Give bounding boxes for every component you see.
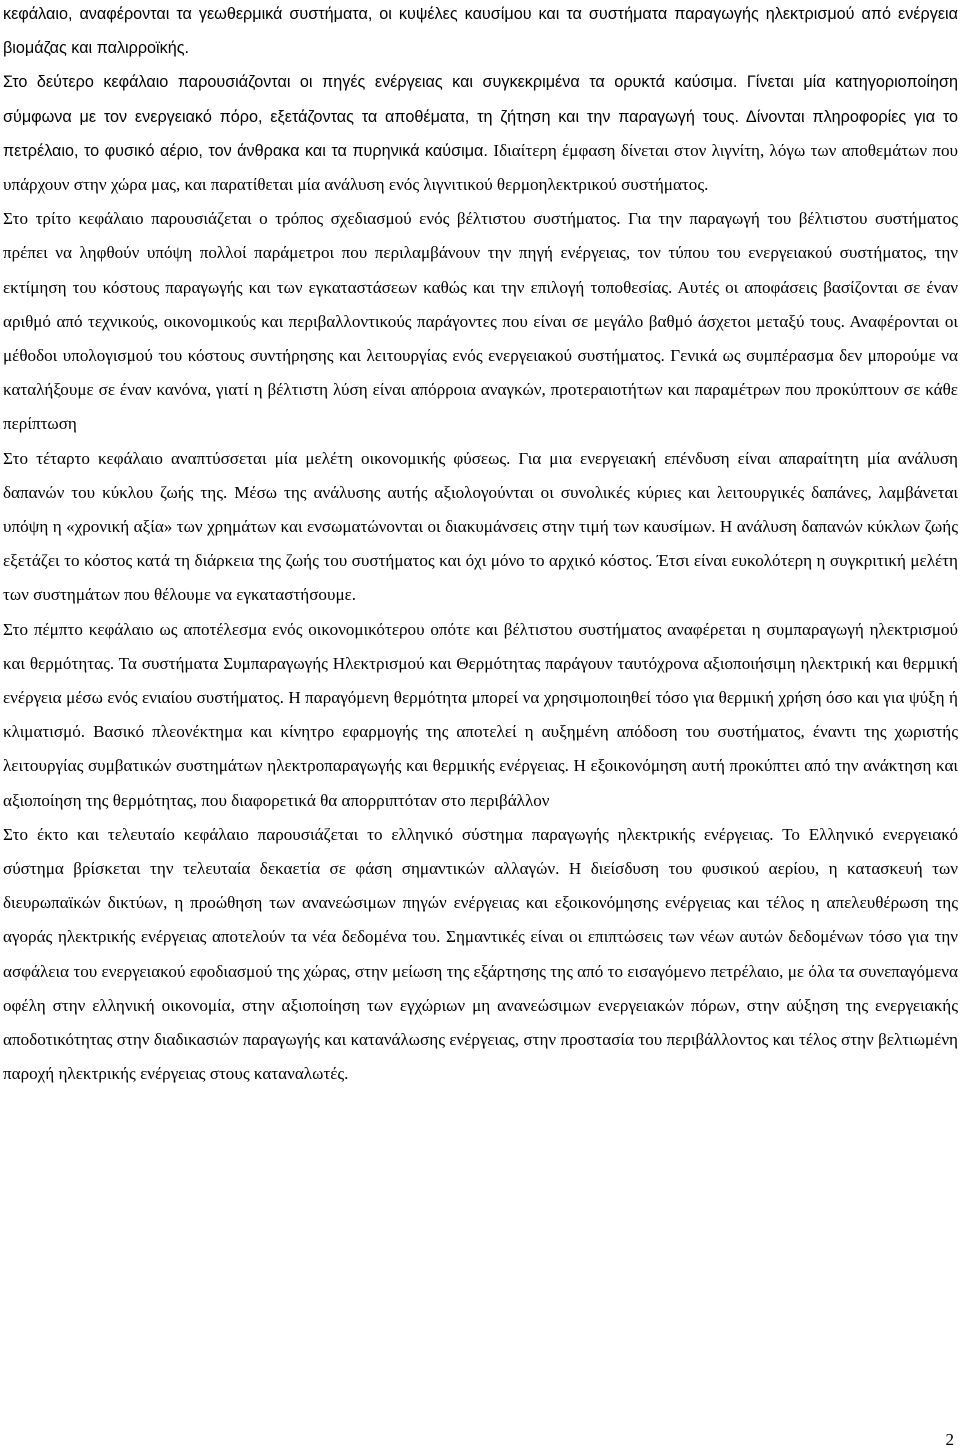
text-segment: Στο τέταρτο κεφάλαιο αναπτύσσεται μία μελέτη οικονομικής φύσεως. Για μια ενεργειακή επένδυση είναι απαραίτητη μία ανάλυση δαπανών του κύκλου ζωής της. Μέσω της ανάλυσης αυτής αξιολογούνται οι συνολικές κύριες και λειτουργικές δαπάνες, λαμβάνεται υπόψη η «χρονική αξία» των χρημάτων και ενσωματώνονται οι διακυμάνσεις στην τιμή των καυσίμων. Η ανάλυση δαπανών κύκλων ζωής εξετάζει το κόστος κατά τη διάρκεια της ζωής του συστήματος και όχι μόνο το αρχικό κόστος. Έτσι είναι ευκολότερη η συγκριτική μελέτη των συστημάτων που θέλουμε να εγκαταστήσουμε. bbox=[3, 448, 958, 605]
text-segment: Δίνονται πληροφορίες για το πετρέλαιο, το φυσικό αέριο, τον άνθρακα και τα πυρηνικά καύσιμα. bbox=[3, 107, 959, 160]
text-segment: Ιδιαίτερη έμφαση δίνεται στον λιγνίτη, λόγω των αποθεμάτων που υπάρχουν στην χώρα μας, και παρατίθεται μία ανάλυση ενός λιγνιτικού θερμοηλεκτρικού συστήματος. bbox=[3, 140, 958, 195]
text-segment: Στο δεύτερο κεφάλαιο παρουσιάζονται οι πηγές ενέργειας και συγκεκριμένα τα ορυκτά καύσιμα. bbox=[3, 73, 747, 92]
text-segment: Στο πέμπτο κεφάλαιο ως αποτέλεσμα ενός οικονομικότερου οπότε και βέλτιστου συστήματος αναφέρεται η συμπαραγωγή ηλεκτρισμού και θερμότητας. Τα συστήματα Συμπαραγωγής Ηλεκτρισμού και Θερμότητας παράγουν ταυτόχρονα αξιοποιήσιμη ηλεκτρική και θερμική ενέργεια μέσω ενός ενιαίου συστήματος. Η παραγόμενη θερμότητα μπορεί να χρησιμοποιηθεί τόσο για θερμική χρήση όσο και για ψύξη ή κλιματισμό. Βασικό πλεονέκτημα και κίνητρο εφαρμογής της αποτελεί η αυξημένη απόδοση του συστήματος, έναντι της χωριστής λειτουργίας συμβατικών συστημάτων ηλεκτροπαραγωγής και θερμικής ενέργειας. Η εξοικονόμηση αυτή προκύπτει από την ανάκτηση και αξιοποίηση της θερμότητας, που διαφορετικά θα απορριπτόταν στο περιβάλλον bbox=[3, 619, 958, 810]
page-number: 2 bbox=[945, 1430, 954, 1449]
paragraph-chapter-6 bbox=[3, 818, 958, 1092]
paragraph-chapter-2 bbox=[3, 65, 958, 202]
paragraph-chapter-1-end bbox=[3, 0, 958, 65]
paragraph-chapter-5 bbox=[3, 613, 958, 818]
text-segment: Γίνεται μία κατηγοριοποίηση σύμφωνα με τον ενεργειακό πόρο, εξετάζοντας τα αποθέματα, τη ζήτηση και την παραγωγή τους. bbox=[3, 73, 958, 126]
text-segment: κεφάλαιο, αναφέρονται τα γεωθερμικά συστήματα, οι κυψέλες καυσίμου και τα συστήματα παραγωγής ηλεκτρισμού από ενέργεια βιομάζας και παλιρροϊκής. bbox=[3, 5, 958, 58]
text-segment: Στο έκτο και τελευταίο κεφάλαιο παρουσιάζεται το ελληνικό σύστημα παραγωγής ηλεκτρικής ενέργειας. Το Ελληνικό ενεργειακό σύστημα βρίσκεται την τελευταία δεκαετία σε φάση σημαντικών αλλαγών. Η διείσδυση του φυσικού αερίου, η κατασκευή των διευρωπαϊκών δικτύων, η προώθηση των ανανεώσιμων πηγών ενέργειας και εξοικονόμησης ενέργειας και τέλος η απελευθέρωση της αγοράς ηλεκτρικής ενέργειας αποτελούν τα νέα δεδομένα του. Σημαντικές είναι οι επιπτώσεις των νέων αυτών δεδομένων τόσο για την ασφάλεια του ενεργειακού εφοδιασμού της χώρας, στην μείωση της εξάρτησης της από το εισαγόμενο πετρέλαιο, με όλα τα συνεπαγόμενα οφέλη στην ελληνική οικονομία, στην αξιοποίηση των εγχώριων μη ανανεώσιμων ενεργειακών πόρων, στην αύξηση της ενεργειακής αποδοτικότητας στην διαδικασιών παραγωγής και κατανάλωσης ενέργειας, στην προστασία του περιβάλλοντος και τέλος στην βελτιωμένη παροχή ηλεκτρικής ενέργειας στους καταναλωτές. bbox=[3, 824, 958, 1084]
paragraph-chapter-3 bbox=[3, 202, 958, 441]
text-segment: Στο τρίτο κεφάλαιο παρουσιάζεται ο τρόπος σχεδιασμού ενός βέλτιστου συστήματος. Για την παραγωγή του βέλτιστου συστήματος πρέπει να ληφθούν υπόψη πολλοί παράμετροι που περιλαμβάνουν την πηγή ενέργειας, τον τύπου του ενεργειακού συστήματος, την εκτίμηση του κόστους παραγωγής και των εγκαταστάσεων καθώς και την επιλογή τοποθεσίας. Αυτές οι αποφάσεις βασίζονται σε έναν αριθμό από τεχνικούς, οικονομικούς και περιβαλλοντικούς παράγοντες που είναι σε μεγάλο βαθμό άσχετοι μεταξύ τους. Αναφέρονται οι μέθοδοι υπολογισμού του κόστους συντήρησης και λειτουργίας ενός ενεργειακού συστήματος. Γενικά ως συμπέρασμα δεν μπορούμε να καταλήξουμε σε έναν κανόνα, γιατί η βέλτιστη λύση είναι απόρροια αναγκών, προτεραιοτήτων και παραμέτρων που προκύπτουν σε κάθε περίπτωση bbox=[3, 209, 958, 434]
paragraph-chapter-4 bbox=[3, 442, 958, 613]
